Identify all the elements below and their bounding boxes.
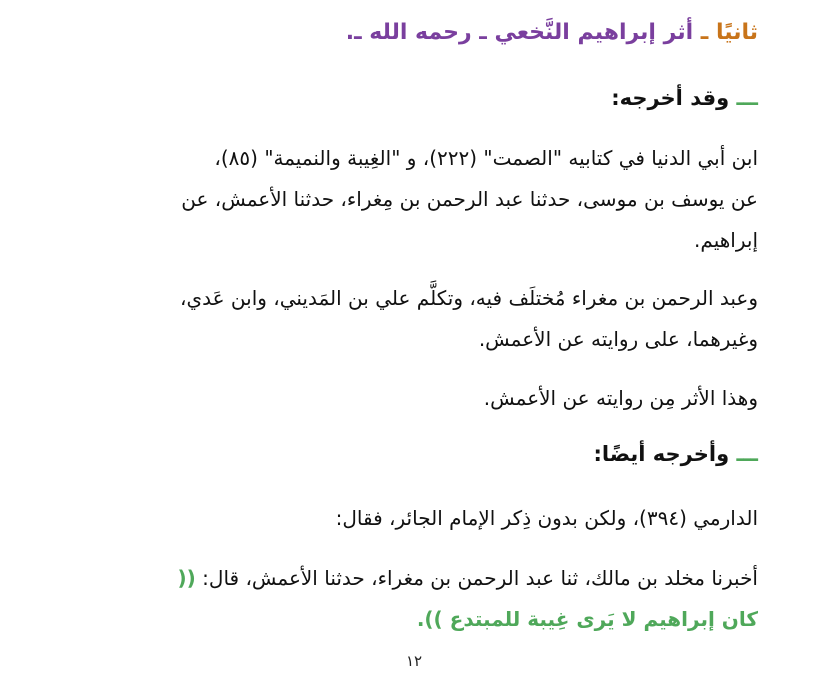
paragraph-line: وهذا الأثر مِن روايته عن الأعمش. bbox=[483, 386, 758, 410]
subheading-label: وأخرجه أيضًا: bbox=[593, 442, 730, 466]
paragraph-source bbox=[60, 138, 758, 261]
subheading-dash: ـــ bbox=[736, 86, 758, 110]
paragraph-line: الدارمي (٣٩٤)، ولكن بدون ذِكر الإمام الجائر، فقال: bbox=[335, 506, 758, 530]
paragraph-narration bbox=[60, 558, 758, 640]
quote-close-marks: )). bbox=[416, 607, 443, 631]
title-text: أثر إبراهيم النَّخعي ـ رحمه الله ـ. bbox=[345, 20, 694, 45]
subheading-also bbox=[60, 442, 758, 466]
paragraph-narrator-note bbox=[60, 278, 758, 360]
section-title bbox=[60, 20, 758, 45]
paragraph-line: ابن أبي الدنيا في كتابيه "الصمت" (٢٢٢)، و "الغِيبة والنميمة" (٨٥)، bbox=[214, 146, 758, 170]
paragraph-line: وغيرهما، على روايته عن الأعمش. bbox=[478, 327, 758, 351]
quote-open-marks: (( bbox=[177, 566, 196, 590]
paragraph-chain-note bbox=[60, 378, 758, 419]
page-number: ١٢ bbox=[405, 652, 423, 670]
paragraph-line bbox=[60, 558, 758, 599]
narration-chain: أخبرنا مخلد بن مالك، ثنا عبد الرحمن بن مغراء، حدثنا الأعمش، قال: bbox=[202, 566, 758, 590]
subheading-takhrij bbox=[60, 86, 758, 110]
paragraph-darimi bbox=[60, 498, 758, 539]
paragraph-line: وعبد الرحمن بن مغراء مُختلَف فيه، وتكلَّم علي بن المَديني، وابن عَدي، bbox=[180, 286, 758, 310]
title-ordinal: ثانيًا ـ bbox=[700, 20, 758, 45]
paragraph-line: عن يوسف بن موسى، حدثنا عبد الرحمن بن مِغراء، حدثنا الأعمش، عن bbox=[181, 187, 758, 211]
subheading-dash: ـــ bbox=[736, 442, 758, 466]
quote-text: كان إبراهيم لا يَرى غِيبة للمبتدع bbox=[449, 607, 758, 631]
subheading-label: وقد أخرجه: bbox=[611, 86, 730, 110]
paragraph-line: إبراهيم. bbox=[694, 228, 758, 252]
quoted-statement bbox=[60, 599, 758, 640]
